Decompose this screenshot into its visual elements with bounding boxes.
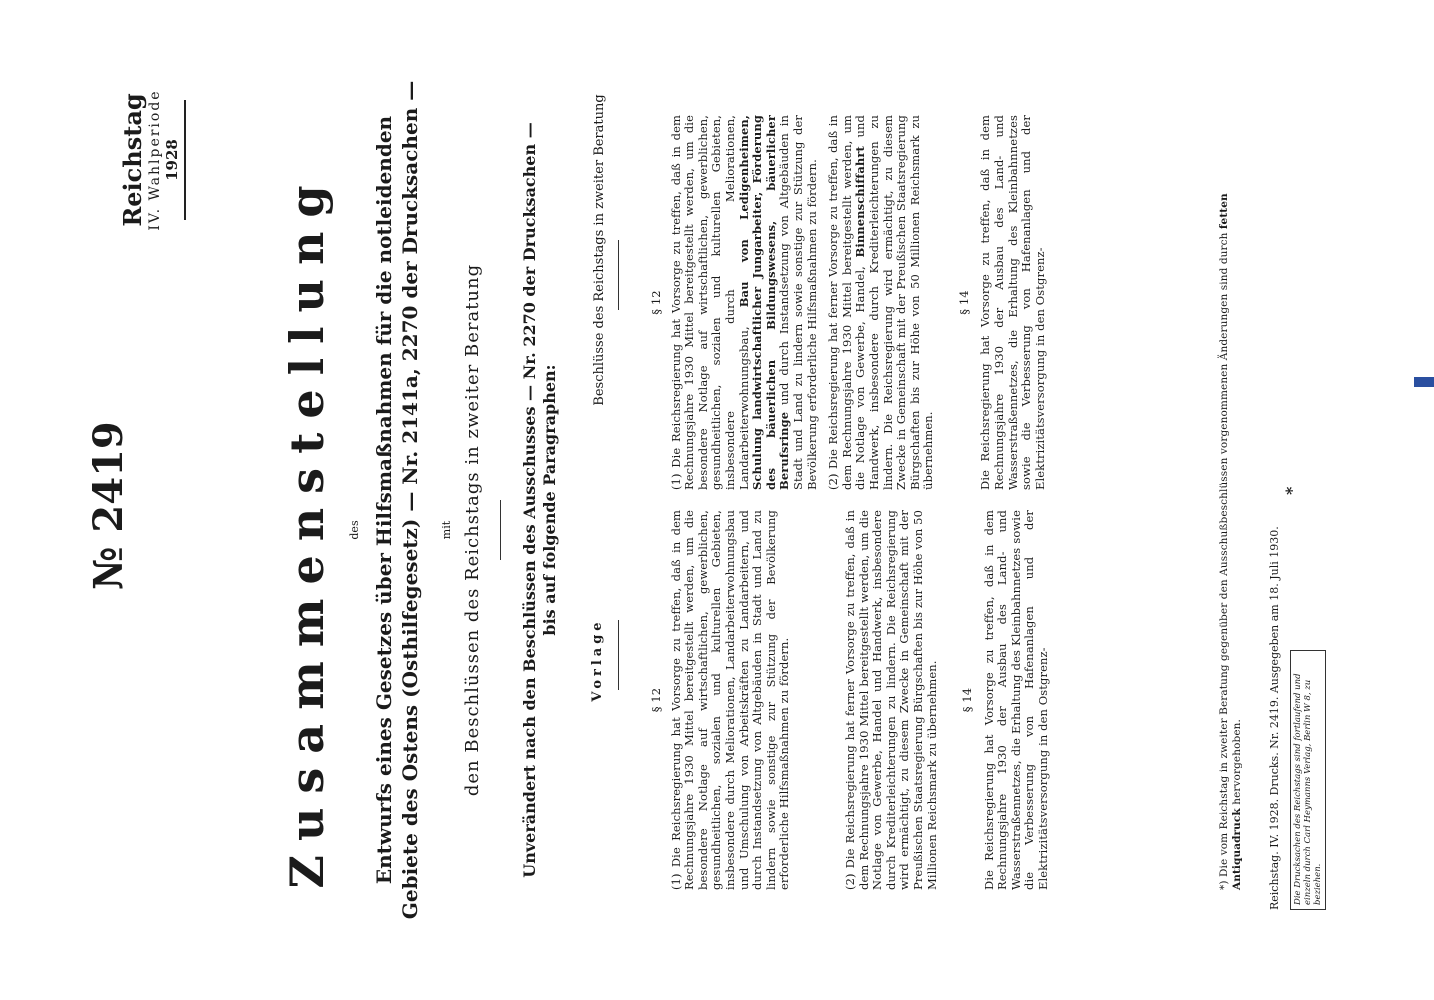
document-number: № 2419 xyxy=(85,421,132,590)
unchanged-line-1: Unverändert nach den Beschlüssen des Ausschusses — Nr. 2270 der Drucksachen — xyxy=(520,122,539,878)
left-s12-paragraph-2: (2) Die Reichsregierung hat ferner Vorsorge zu treffen, daß in dem Rechnungsjahre 1930 Mittel bereitgestellt werden, um die Notlage von Gewerbe, Handel und Handwerk, insbesondere durch Krediterleichterungen zu lindern. Die Reichsregierung wird ermächtigt, zu diesem Zwecke in Gemeinschaft mit der Preußischen Staatsregierung Bürgschaften bis zur Höhe von 50 Millionen Reichsmark zu übernehmen. xyxy=(842,510,939,890)
subject-line-2: Gebiete des Ostens (Osthilfegesetz) — Nr. 2141a, 2270 der Drucksachen — xyxy=(398,80,422,920)
title-rule-1 xyxy=(500,500,501,560)
main-title: Zusammenstellung xyxy=(280,171,334,889)
left-s12-heading: § 12 xyxy=(649,687,663,713)
unchanged-line-2: bis auf folgende Paragraphen: xyxy=(540,364,559,636)
right-header-rule xyxy=(618,240,619,310)
imprint-box: Die Drucksachen des Reichstags sind fortlaufend und einzeln durch Carl Heymanns Verlag, Berlin W 8, zu beziehen. xyxy=(1290,650,1326,910)
right-s12-p2-emphasis: Binnenschiffahrt xyxy=(853,146,868,258)
subject-line-1: Entwurfs eines Gesetzes über Hilfsmaßnahmen für die notleidenden xyxy=(372,115,396,885)
parliament-name: Reichstag xyxy=(118,93,147,227)
right-s12-heading: § 12 xyxy=(649,290,663,315)
left-column xyxy=(650,510,1051,890)
footnote-text-b: hervorgehoben. xyxy=(1231,719,1243,805)
imprint-line: Reichstag. IV. 1928. Drucks. Nr. 2419. Ausgegeben am 18. Juli 1930. xyxy=(1268,526,1281,910)
right-s12-p1-emphasis: Bau von Ledigenheimen, Schulung landwirtschaftlicher Jungarbeiter, Förderung des bäuerlichen Bildungswesens, bäuerlicher Berufsringe xyxy=(736,115,792,490)
right-column xyxy=(650,115,1047,490)
title-des: des xyxy=(348,520,361,540)
right-s14-heading: § 14 xyxy=(956,290,971,315)
header-rule xyxy=(184,100,186,220)
footnote-text-a: *) Die vom Reichstag in zweiter Beratung gegenüber den Ausschußbeschlüssen vorgenommenen Änderungen sind durch xyxy=(1218,232,1230,890)
footnote-star: * xyxy=(1282,486,1301,495)
decisions-line: den Beschlüssen des Reichstags in zweiter Beratung xyxy=(462,263,483,797)
left-s12-paragraph-1: (1) Die Reichsregierung hat Vorsorge zu treffen, daß in dem Rechnungsjahre 1930 Mittel bereitgestellt werden, um die besondere Notlage auf wirtschaftlichen, gewerblichen, gesundheitlichen, sozialen und kulturellen Gebieten, insbesondere durch Meliorationen, Landarbeiterwohnungsbau und Umschulung von Arbeitskräften zu Landarbeitern, und durch Instandsetzung von Altgebäuden in Stadt und Land zu lindern sowie sonstige zur Stützung der Bevölkerung erforderliche Hilfsmaßnahmen zu fördern. xyxy=(668,510,792,890)
left-header-rule xyxy=(618,620,619,690)
right-s14-paragraph: Die Reichsregierung hat Vorsorge zu treffen, daß in dem Rechnungsjahre 1930 der Ausbau des Land- und Wasserstraßennetzes, die Erhaltung des Kleinbahnnetzes sowie die Verbesserung von Hafenanlagen und der Elektrizitätsversorgung in den Ostgrenz- xyxy=(978,115,1047,490)
right-s12-paragraph-2 xyxy=(827,115,936,490)
header-block xyxy=(120,60,186,260)
right-s12-p2-text-a: (2) Die Reichsregierung hat ferner Vorsorge zu treffen, daß in dem Rechnungsjahre 1930 Mittel bereitgestellt werden, um die Notlage von Gewerbe, Handel, xyxy=(826,115,868,490)
left-s14-heading: § 14 xyxy=(960,687,975,713)
right-s12-p1-text-b: und durch Instandsetzung von Altgebäuden in Stadt und Land zu lindern sowie sonstige zur Stützung der Bevölkerung erforderliche Hilfsmaßnahmen zu fördern. xyxy=(777,115,819,490)
footnote xyxy=(1218,110,1244,890)
left-s14-paragraph: Die Reichsregierung hat Vorsorge zu treffen, daß in dem Rechnungsjahre 1930 der Ausbau des Land- und Wasserstraßennetzes, die Erhaltung des Kleinbahnnetzes sowie die Verbesserung von Hafenanlagen und der Elektrizitätsversorgung in den Ostgrenz- xyxy=(981,510,1051,890)
period-label: IV. Wahlperiode xyxy=(147,89,163,231)
right-column-header: Beschlüsse des Reichstags in zweiter Beratung xyxy=(592,94,607,406)
right-s12-p2-text-b: und Handwerk, insbesondere durch Krediterleichterungen zu lindern. Die Reichsregierung wird ermächtigt, zu diesem Zwecke in Gemeinschaft mit der Preußischen Staatsregierung Bürgschaften bis zur Höhe von 50 Millionen Reichsmark zu übernehmen. xyxy=(853,115,936,490)
period-year: 1928 xyxy=(163,139,181,181)
left-column-header: Vorlage xyxy=(590,618,605,702)
footnote-emphasis: fetten Antiquadruck xyxy=(1218,193,1243,890)
right-s12-paragraph-1 xyxy=(670,115,820,490)
right-s12-p1-text-a: (1) Die Reichsregierung hat Vorsorge zu treffen, daß in dem Rechnungsjahre 1930 Mittel bereitgestellt werden, um die besondere Notlage auf wirtschaftlichen, gewerblichen, gesundheitlichen, sozialen und kulturellen Gebieten, insbesondere durch Meliorationen, Landarbeiterwohnungsbau, xyxy=(668,115,751,490)
title-mit: mit xyxy=(440,520,453,540)
